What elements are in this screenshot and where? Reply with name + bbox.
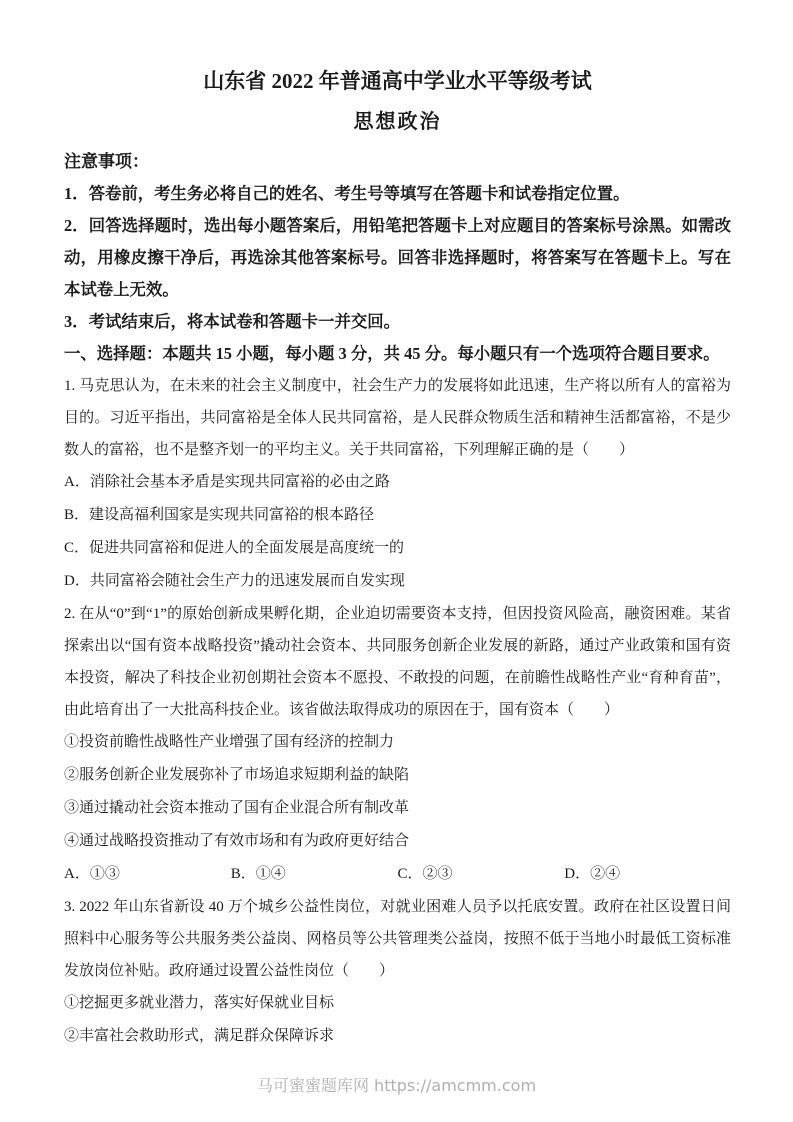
question-2 [64, 598, 731, 891]
watermark-footer: 马可蜜蜜题库网 https://amcmm.com [256, 1076, 537, 1095]
question-3-statement-2: ②丰富社会救助形式，满足群众保障诉求 [64, 1028, 335, 1044]
question-1-option-a: A．消除社会基本矛盾是实现共同富裕的必由之路 [64, 474, 390, 490]
question-2-stem: 2. 在从“0”到“1”的原始创新成果孵化期，企业迫切需要资本支持，但因投资风险高，融资困难。某省探索出以“国有资本战略投资”撬动社会资本、共同服务创新企业发展的新路，通过产业政策和国有资本投资，解决了科技企业初创期社会资本不愿投、不敢投的问题，在前瞻性战略性产业“育种育苗”，由此培育出了一大批高科技企业。该省做法取得成功的原因在于，国有资本（ ） [64, 606, 731, 718]
question-3-statement-1: ①挖掘更多就业潜力，落实好保就业目标 [64, 995, 335, 1011]
notice-item-1: 1．答卷前，考生务必将自己的姓名、考生号等填写在答题卡和试卷指定位置。 [64, 184, 630, 203]
question-1-stem: 1. 马克思认为，在未来的社会主义制度中，社会生产力的发展将如此迅速，生产将以所有人的富裕为目的。习近平指出，共同富裕是全体人民共同富裕，是人民群众物质生活和精神生活都富裕，不是少数人的富裕，也不是整齐划一的平均主义。关于共同富裕，下列理解正确的是（ ） [64, 378, 731, 458]
question-1 [64, 370, 731, 598]
question-2-statement-1: ①投资前瞻性战略性产业增强了国有经济的控制力 [64, 734, 395, 750]
notice-item-2: 2．回答选择题时，选出每小题答案后，用铅笔把答题卡上对应题目的答案标号涂黑。如需改动，用橡皮擦干净后，再选涂其他答案标号。回答非选择题时，将答案写在答题卡上。写在本试卷上无效。 [64, 216, 731, 299]
question-3-stem: 3. 2022 年山东省新设 40 万个城乡公益性岗位，对就业困难人员予以托底安置。政府在社区设置日间照料中心服务等公共服务类公益岗、网格员等公共管理类公益岗，按照不低于当地小时最低工资标准发放岗位补贴。政府通过设置公益性岗位（ ） [64, 899, 731, 979]
notice-heading: 注意事项： [64, 152, 149, 171]
question-2-option-b: B．①④ [230, 866, 286, 882]
notice-section [64, 146, 731, 338]
exam-header [64, 66, 731, 137]
section-one-heading: 一、选择题：本题共 15 小题，每小题 3 分，共 45 分。每小题只有一个选项符合题目要求。 [64, 344, 720, 363]
exam-title: 山东省 2022 年普通高中学业水平等级考试 [203, 69, 592, 93]
question-1-option-c: C．促进共同富裕和促进人的全面发展是高度统一的 [64, 540, 405, 556]
question-2-statement-4: ④通过战略投资推动了有效市场和有为政府更好结合 [64, 833, 410, 849]
question-2-option-row [64, 858, 731, 891]
question-2-option-d: D．②④ [564, 866, 621, 882]
question-1-option-d: D．共同富裕会随社会生产力的迅速发展而自发实现 [64, 573, 405, 589]
question-2-option-c: C．②③ [397, 866, 453, 882]
question-3 [64, 891, 731, 1053]
question-2-option-a: A．①③ [64, 866, 120, 882]
question-2-statement-2: ②服务创新企业发展弥补了市场追求短期利益的缺陷 [64, 767, 410, 783]
notice-item-3: 3．考试结束后，将本试卷和答题卡一并交回。 [64, 312, 401, 331]
exam-body [64, 146, 731, 1053]
exam-subject: 思想政治 [353, 111, 442, 133]
question-1-option-b: B．建设高福利国家是实现共同富裕的根本路径 [64, 507, 375, 523]
question-2-statement-3: ③通过撬动社会资本推动了国有企业混合所有制改革 [64, 800, 410, 816]
